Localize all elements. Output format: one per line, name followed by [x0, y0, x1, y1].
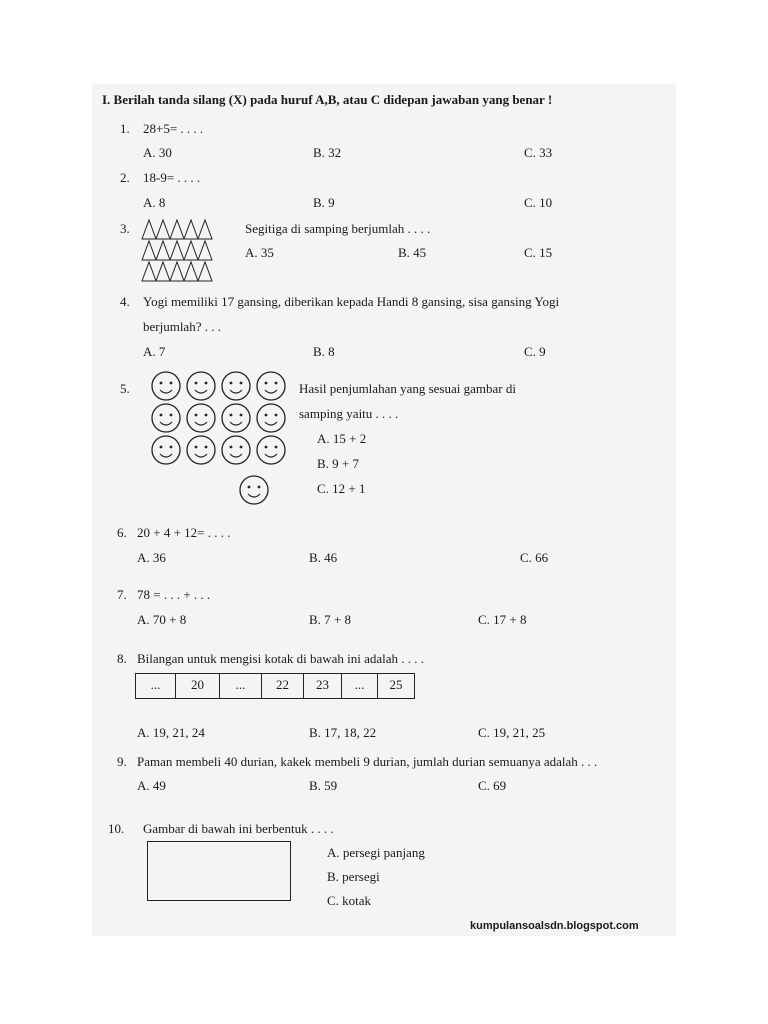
q10-question: Gambar di bawah ini berbentuk . . . .	[143, 821, 334, 836]
q1-option-c[interactable]: C. 33	[524, 145, 553, 160]
q8-option-c[interactable]: C. 19, 21, 25	[478, 725, 546, 740]
q4-number: 4.	[120, 294, 130, 309]
q8-option-b[interactable]: B. 17, 18, 22	[309, 725, 377, 740]
triangle-shape	[142, 220, 156, 239]
q6-option-c[interactable]: C. 66	[520, 550, 549, 565]
q7-option-b[interactable]: B. 7 + 8	[309, 612, 352, 627]
smiley-face-icon	[222, 404, 250, 432]
q1-number: 1.	[120, 121, 130, 136]
q3-number: 3.	[120, 221, 130, 236]
q4-question-line1: Yogi memiliki 17 gansing, diberikan kepada Handi 8 gansing, sisa gansing Yogi	[143, 294, 560, 309]
q5-option-c[interactable]: C. 12 + 1	[317, 481, 366, 496]
q7-option-c[interactable]: C. 17 + 8	[478, 612, 527, 627]
q2-option-b[interactable]: B. 9	[313, 195, 335, 210]
triangle-shape	[142, 241, 156, 260]
triangle-shape	[170, 262, 184, 281]
q9-number: 9.	[117, 754, 127, 769]
triangle-shape	[198, 220, 212, 239]
triangles-figure	[140, 220, 216, 284]
smiley-face-icon	[152, 404, 180, 432]
triangle-shape	[170, 241, 184, 260]
smiley-faces-figure	[148, 368, 296, 508]
sequence-box[interactable]: ...	[220, 674, 262, 698]
q9-option-c[interactable]: C. 69	[478, 778, 507, 793]
smiley-face-icon	[240, 476, 268, 504]
triangle-shape	[156, 220, 170, 239]
q6-question: 20 + 4 + 12= . . . .	[137, 525, 231, 540]
q2-option-a[interactable]: A. 8	[143, 195, 166, 210]
q8-option-a[interactable]: A. 19, 21, 24	[137, 725, 205, 740]
triangle-shape	[142, 262, 156, 281]
q3-option-a[interactable]: A. 35	[245, 245, 274, 260]
q3-option-c[interactable]: C. 15	[524, 245, 553, 260]
q7-question: 78 = . . . + . . .	[137, 587, 211, 602]
triangle-shape	[184, 220, 198, 239]
q2-number: 2.	[120, 170, 130, 185]
q6-option-a[interactable]: A. 36	[137, 550, 166, 565]
smiley-face-icon	[222, 436, 250, 464]
number-sequence-boxes	[135, 673, 415, 699]
smiley-face-icon	[152, 372, 180, 400]
smiley-face-icon	[152, 436, 180, 464]
q5-question-line1: Hasil penjumlahan yang sesuai gambar di	[299, 381, 516, 396]
smiley-face-icon	[187, 436, 215, 464]
q4-question-line2: berjumlah? . . .	[143, 319, 221, 334]
smiley-face-icon	[257, 404, 285, 432]
triangle-shape	[198, 241, 212, 260]
q6-option-b[interactable]: B. 46	[309, 550, 338, 565]
q8-number: 8.	[117, 651, 127, 666]
sequence-box: 23	[304, 674, 342, 698]
q5-option-b[interactable]: B. 9 + 7	[317, 456, 360, 471]
sequence-box: 20	[176, 674, 220, 698]
smiley-face-icon	[222, 372, 250, 400]
q1-question: 28+5= . . . .	[143, 121, 204, 136]
sequence-box: 22	[262, 674, 304, 698]
q1-option-b[interactable]: B. 32	[313, 145, 342, 160]
source-watermark: kumpulansoalsdn.blogspot.com	[470, 920, 639, 932]
sequence-box[interactable]: ...	[136, 674, 176, 698]
q5-number: 5.	[120, 381, 130, 396]
smiley-face-icon	[257, 372, 285, 400]
q5-option-a[interactable]: A. 15 + 2	[317, 431, 367, 446]
q7-option-a[interactable]: A. 70 + 8	[137, 612, 187, 627]
triangle-shape	[156, 262, 170, 281]
instruction-heading: I. Berilah tanda silang (X) pada huruf A,B, atau C didepan jawaban yang benar !	[102, 92, 553, 107]
smiley-face-icon	[257, 436, 285, 464]
q9-question: Paman membeli 40 durian, kakek membeli 9 durian, jumlah durian semuanya adalah . . .	[137, 754, 598, 769]
smiley-face-icon	[187, 372, 215, 400]
q10-option-a[interactable]: A. persegi panjang	[327, 845, 425, 860]
triangle-shape	[170, 220, 184, 239]
triangle-shape	[198, 262, 212, 281]
sequence-box: 25	[389, 677, 403, 692]
q2-question: 18-9= . . . .	[143, 170, 201, 185]
q9-option-b[interactable]: B. 59	[309, 778, 338, 793]
q4-option-a[interactable]: A. 7	[143, 344, 166, 359]
triangle-shape	[156, 241, 170, 260]
worksheet-page	[92, 84, 676, 936]
q10-option-c[interactable]: C. kotak	[327, 893, 372, 908]
q1-option-a[interactable]: A. 30	[143, 145, 172, 160]
q9-option-a[interactable]: A. 49	[137, 778, 166, 793]
q3-question: Segitiga di samping berjumlah . . . .	[245, 221, 431, 236]
triangle-shape	[184, 241, 198, 260]
triangle-shape	[184, 262, 198, 281]
q3-option-b[interactable]: B. 45	[398, 245, 427, 260]
rectangle-figure	[147, 841, 291, 901]
q2-option-c[interactable]: C. 10	[524, 195, 553, 210]
q8-question: Bilangan untuk mengisi kotak di bawah ini adalah . . . .	[137, 651, 425, 666]
smiley-face-icon	[187, 404, 215, 432]
q6-number: 6.	[117, 525, 127, 540]
q10-option-b[interactable]: B. persegi	[327, 869, 380, 884]
q5-question-line2: samping yaitu . . . .	[299, 406, 399, 421]
q7-number: 7.	[117, 587, 127, 602]
q4-option-b[interactable]: B. 8	[313, 344, 335, 359]
q10-number: 10.	[108, 821, 125, 836]
q4-option-c[interactable]: C. 9	[524, 344, 546, 359]
sequence-box[interactable]: ...	[342, 674, 378, 698]
